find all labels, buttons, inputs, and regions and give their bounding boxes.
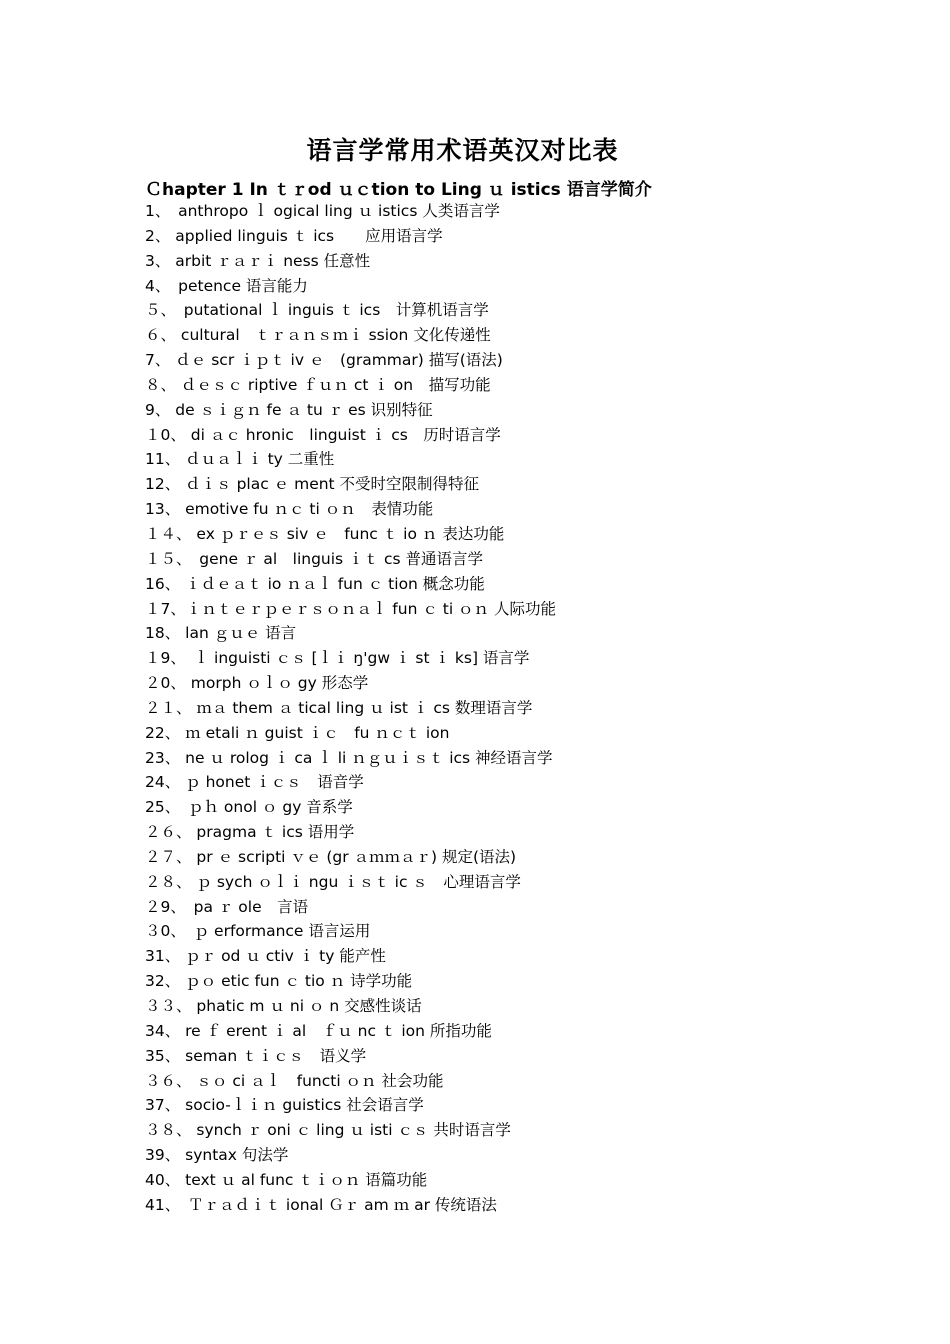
document-title: 语言学常用术语英汉对比表 [306, 136, 619, 165]
list-item: 23、 ne ｕ rolog ｉ ca ｌ li ｎｇｕｉｓｔ ics 神经语言学 [145, 748, 553, 767]
list-item: 13、 emotive fu ｎｃ ti ｏｎ 表情功能 [145, 500, 434, 519]
list-item: 39、 syntax 句法学 [145, 1146, 289, 1165]
list-item: 4、 petence 语言能力 [145, 276, 308, 295]
list-item: ３６、 ｓｏ ci ａｌ functi ｏｎ 社会功能 [145, 1071, 444, 1090]
list-item: ２６、 pragma ｔ ics 语用学 [145, 823, 355, 842]
list-item: 32、 ｐｏ etic fun ｃ tio ｎ 诗学功能 [145, 972, 413, 991]
list-item: ２８、 ｐ sych ｏｌｉ ngu ｉｓｔ ic ｓ 心理语言学 [145, 872, 521, 891]
list-item: ３0、 ｐ erformance 语言运用 [145, 922, 371, 941]
list-item: 16、 ｉｄｅａｔ io ｎａｌ fun ｃ tion 概念功能 [145, 574, 485, 593]
list-item: 12、 ｄｉｓ plac ｅ ment 不受时空限制得特征 [145, 475, 480, 494]
list-item: １9、 ｌ inguisti ｃｓ [ｌｉ ŋ'gw ｉ st ｉ ks] 语言学 [145, 649, 530, 668]
list-item: 24、 ｐ honet ｉｃｓ 语音学 [145, 773, 364, 792]
list-item: 37、 socio-ｌｉｎ guistics 社会语言学 [145, 1096, 424, 1115]
list-item: 9、 de ｓｉｇｎ fe ａ tu ｒ es 识别特征 [145, 400, 433, 419]
list-item: ５、 putational ｌ inguis ｔ ics 计算机语言学 [145, 301, 489, 320]
list-item: 22、 ｍ etali ｎ guist ｉｃ fu ｎｃｔ ion [145, 723, 450, 742]
list-item: 25、 ｐｈ onol ｏ gy 音系学 [145, 798, 353, 817]
list-item: 34、 re ｆ erent ｉ al ｆｕ nc ｔ ion 所指功能 [145, 1021, 492, 1040]
list-item: ２１、 ｍａ them ａ tical ling ｕ ist ｉ cs 数理语言学 [145, 698, 533, 717]
list-item: ２７、 pr ｅ scripti ｖｅ (gr ａｍｍａｒ) 规定(语法) [145, 847, 517, 866]
list-item: １５、 gene ｒ al linguis ｉｔ cs 普通语言学 [145, 549, 484, 568]
list-item: ３８、 synch ｒ oni ｃ ling ｕ isti ｃｓ 共时语言学 [145, 1121, 511, 1140]
list-item: ２9、 pa ｒ ole 言语 [145, 897, 309, 916]
list-item: 7、 ｄｅ scr ｉｐｔ iv ｅ (grammar) 描写(语法) [145, 351, 503, 370]
list-item: ２0、 morph ｏｌｏ gy 形态学 [145, 674, 369, 693]
list-item: 18、 lan ｇｕｅ 语言 [145, 624, 297, 643]
list-item: 40、 text ｕ al func ｔｉｏｎ 语篇功能 [145, 1170, 428, 1189]
list-item: 2、 applied linguis ｔ ics 应用语言学 [145, 226, 443, 245]
chapter-heading: Ｃhapter 1 In ｔｒod ｕｃtion to Ling ｕ istics 语言学简介 [145, 180, 652, 200]
list-item: ８、 ｄｅｓｃ riptive ｆｕｎ ct ｉ on 描写功能 [145, 375, 491, 394]
list-item: １0、 di ａｃ hronic linguist ｉ cs 历时语言学 [145, 425, 501, 444]
term-list [0, 199, 950, 1218]
list-item: 1、 anthropo ｌ ogical ling ｕ istics 人类语言学 [145, 202, 500, 220]
list-item: ６、 cultural ｔｒａｎｓｍｉ ssion 文化传递性 [145, 326, 491, 345]
list-item: 3、 arbit ｒａｒｉ ness 任意性 [145, 251, 371, 270]
list-item: 31、 ｐｒ od ｕ ctiv ｉ ty 能产性 [145, 947, 386, 966]
list-item: 11、 ｄｕａｌｉ ty 二重性 [145, 450, 335, 469]
list-item: 41、 Ｔｒａｄｉｔ ional Ｇｒ am ｍ ar 传统语法 [145, 1195, 497, 1214]
list-item: 35、 seman ｔｉｃｓ 语义学 [145, 1046, 367, 1065]
list-item: １7、ｉｎｔｅｒｐｅｒｓｏｎａｌ fun ｃ ti ｏｎ 人际功能 [145, 599, 556, 618]
list-item: ３３、 phatic m ｕ ni ｏ n 交感性谈话 [145, 997, 422, 1015]
list-item: １４、 ex ｐｒｅｓ siv ｅ func ｔ io ｎ 表达功能 [145, 524, 505, 543]
